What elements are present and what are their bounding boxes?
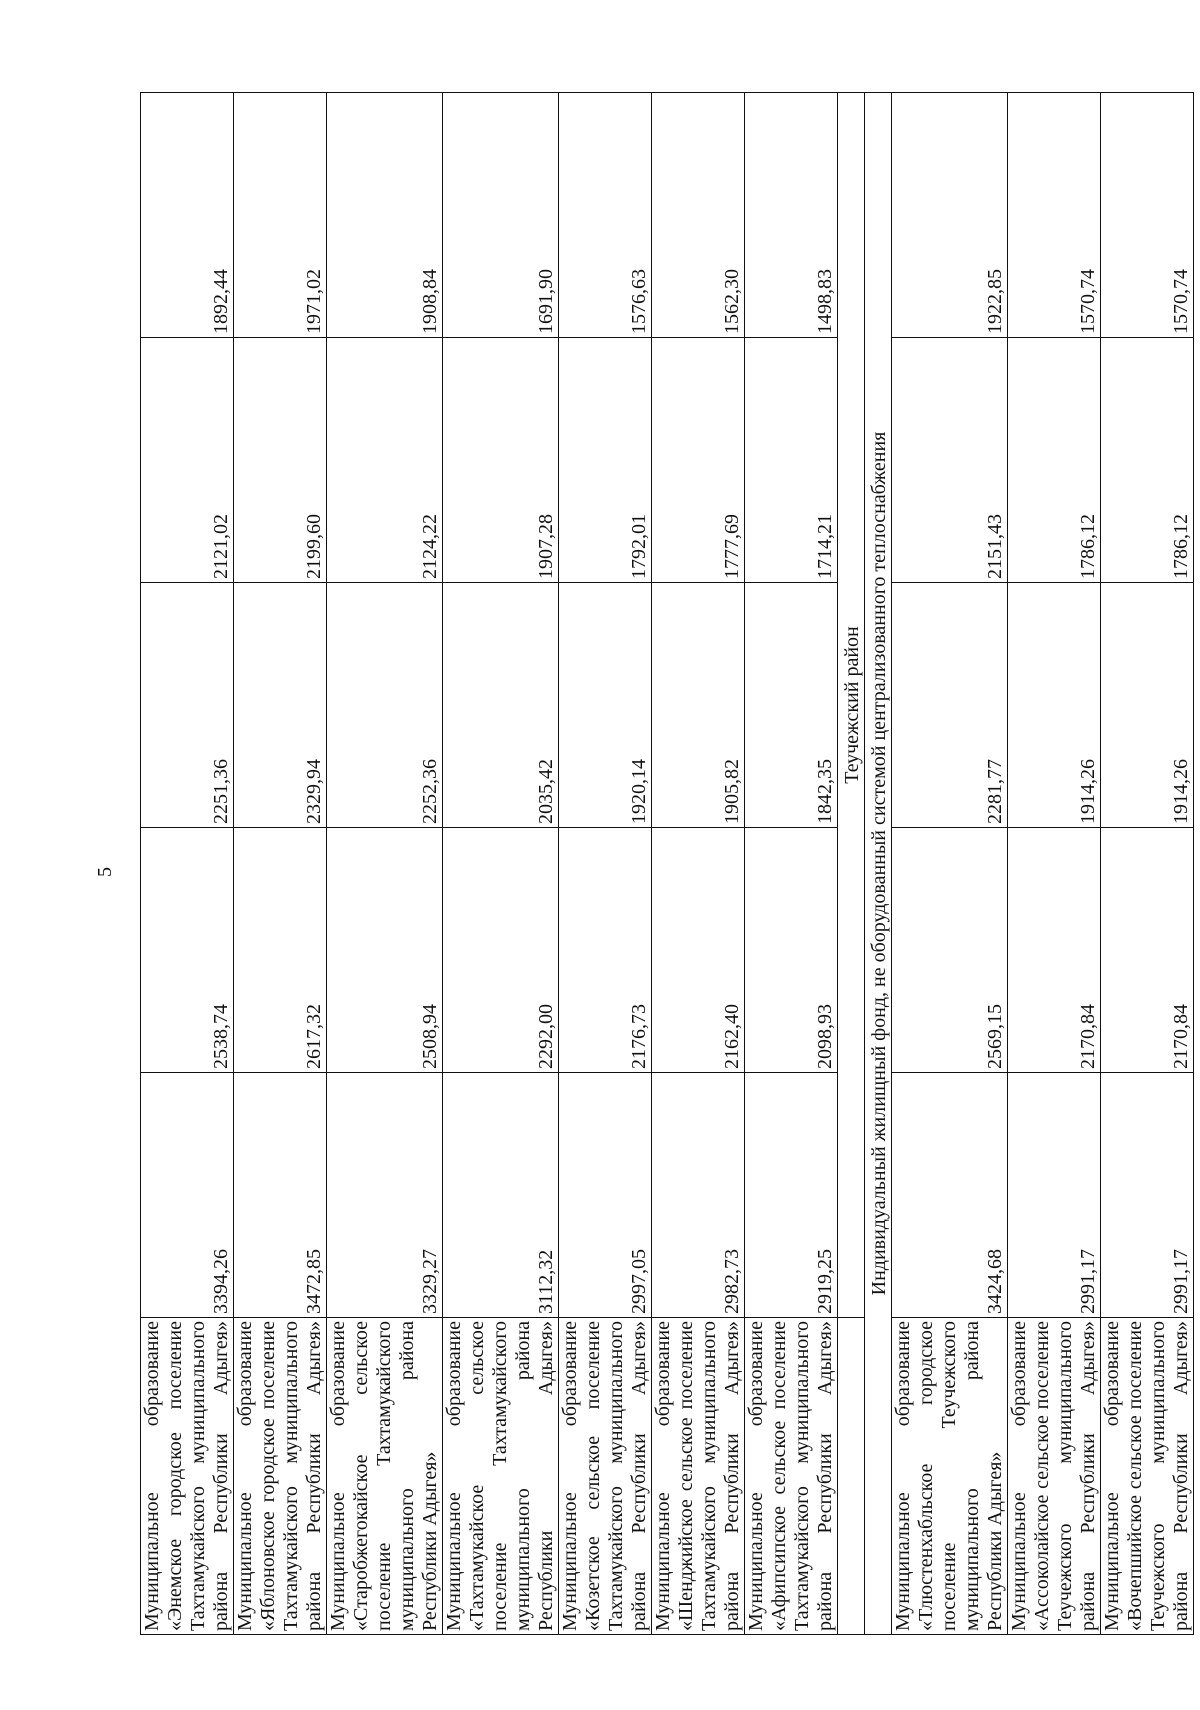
value-cell: 1576,63 bbox=[559, 93, 652, 338]
value-cell: 1691,90 bbox=[443, 93, 559, 338]
value-cell: 2035,42 bbox=[443, 583, 559, 828]
value-cell: 1786,12 bbox=[1008, 338, 1101, 583]
table-row bbox=[892, 93, 1008, 1635]
value-cell: 2162,40 bbox=[652, 828, 745, 1073]
value-cell: 1570,74 bbox=[1101, 93, 1194, 338]
value-cell: 2151,43 bbox=[892, 338, 1008, 583]
table-row bbox=[141, 93, 234, 1635]
section-subheader-row bbox=[865, 93, 892, 1635]
table-row bbox=[745, 93, 838, 1635]
district-title: Теучежский район bbox=[838, 93, 865, 1318]
municipality-name: Муниципальное образование «Вочепшийское сельское поселение Теучежского муниципального района Республики Адыгея» bbox=[1101, 1318, 1194, 1635]
municipality-name: Муниципальное образование «Козетское сельское поселение Тахтамукайского муниципального района Республики Адыгея» bbox=[559, 1318, 652, 1635]
value-cell: 2569,15 bbox=[892, 828, 1008, 1073]
value-cell: 2170,84 bbox=[1008, 828, 1101, 1073]
municipality-name: Муниципальное образование «Тахтамукайское сельское поселение Тахтамукайского муниципального района Республики Адыгея» bbox=[443, 1318, 559, 1635]
value-cell: 2538,74 bbox=[141, 828, 234, 1073]
value-cell: 2617,32 bbox=[234, 828, 327, 1073]
rotated-table-content bbox=[140, 93, 1192, 1635]
value-cell: 1498,83 bbox=[745, 93, 838, 338]
table-row bbox=[1008, 93, 1101, 1635]
municipality-name: Муниципальное образование «Энемское городское поселение Тахтамукайского муниципального района Республики Адыгея» bbox=[141, 1318, 234, 1635]
value-cell: 3394,26 bbox=[141, 1073, 234, 1318]
tariff-table bbox=[140, 92, 1194, 1635]
value-cell: 1922,85 bbox=[892, 93, 1008, 338]
municipality-name: Муниципальное образование «Шенджийское сельское поселение Тахтамукайского муниципального района Республики Адыгея» bbox=[652, 1318, 745, 1635]
value-cell: 2251,36 bbox=[141, 583, 234, 828]
municipality-name: Муниципальное образование «Яблоновское городское поселение Тахтамукайского муниципального района Республики Адыгея» bbox=[234, 1318, 327, 1635]
value-cell: 1907,28 bbox=[443, 338, 559, 583]
value-cell: 1905,82 bbox=[652, 583, 745, 828]
value-cell: 2124,22 bbox=[327, 338, 443, 583]
value-cell: 1792,01 bbox=[559, 338, 652, 583]
value-cell: 2199,60 bbox=[234, 338, 327, 583]
value-cell: 3112,32 bbox=[443, 1073, 559, 1318]
value-cell: 2170,84 bbox=[1101, 828, 1194, 1073]
value-cell: 1892,44 bbox=[141, 93, 234, 338]
value-cell: 1570,74 bbox=[1008, 93, 1101, 338]
value-cell: 2982,73 bbox=[652, 1073, 745, 1318]
value-cell: 2281,77 bbox=[892, 583, 1008, 828]
value-cell: 2991,17 bbox=[1008, 1073, 1101, 1318]
value-cell: 2997,05 bbox=[559, 1073, 652, 1318]
value-cell: 1777,69 bbox=[652, 338, 745, 583]
table-row bbox=[443, 93, 559, 1635]
municipality-name: Муниципальное образование «Ассоколайское сельское поселение Теучежского муниципального района Республики Адыгея» bbox=[1008, 1318, 1101, 1635]
rotated-page-area bbox=[140, 93, 1192, 1635]
table-row bbox=[234, 93, 327, 1635]
table-row bbox=[327, 93, 443, 1635]
table-row bbox=[1101, 93, 1194, 1635]
section-header-row bbox=[838, 93, 865, 1635]
value-cell: 1842,35 bbox=[745, 583, 838, 828]
blank-cell bbox=[838, 1318, 865, 1635]
value-cell: 2508,94 bbox=[327, 828, 443, 1073]
municipality-name: Муниципальное образование «Старобжегокайское сельское поселение Тахтамукайского муниципального района Республики Адыгея» bbox=[327, 1318, 443, 1635]
value-cell: 1914,26 bbox=[1101, 583, 1194, 828]
value-cell: 3424,68 bbox=[892, 1073, 1008, 1318]
value-cell: 2252,36 bbox=[327, 583, 443, 828]
value-cell: 1786,12 bbox=[1101, 338, 1194, 583]
table-row bbox=[652, 93, 745, 1635]
value-cell: 2121,02 bbox=[141, 338, 234, 583]
value-cell: 2991,17 bbox=[1101, 1073, 1194, 1318]
value-cell: 1908,84 bbox=[327, 93, 443, 338]
value-cell: 2292,00 bbox=[443, 828, 559, 1073]
value-cell: 3472,85 bbox=[234, 1073, 327, 1318]
value-cell: 2176,73 bbox=[559, 828, 652, 1073]
value-cell: 1562,30 bbox=[652, 93, 745, 338]
value-cell: 2329,94 bbox=[234, 583, 327, 828]
housing-fund-subtitle: Индивидуальный жилищный фонд, не оборудованный системой централизованного теплоснабжения bbox=[865, 93, 892, 1635]
municipality-name: Муниципальное образование «Афипсипское сельское поселение Тахтамукайского муниципального района Республики Адыгея» bbox=[745, 1318, 838, 1635]
value-cell: 2098,93 bbox=[745, 828, 838, 1073]
page-number: 5 bbox=[94, 867, 116, 877]
value-cell: 1714,21 bbox=[745, 338, 838, 583]
municipality-name: Муниципальное образование «Тлюстенхабльское городское поселение Теучежского муниципального района Республики Адыгея» bbox=[892, 1318, 1008, 1635]
value-cell: 1971,02 bbox=[234, 93, 327, 338]
value-cell: 1914,26 bbox=[1008, 583, 1101, 828]
table-row bbox=[559, 93, 652, 1635]
value-cell: 2919,25 bbox=[745, 1073, 838, 1318]
value-cell: 1920,14 bbox=[559, 583, 652, 828]
value-cell: 3329,27 bbox=[327, 1073, 443, 1318]
